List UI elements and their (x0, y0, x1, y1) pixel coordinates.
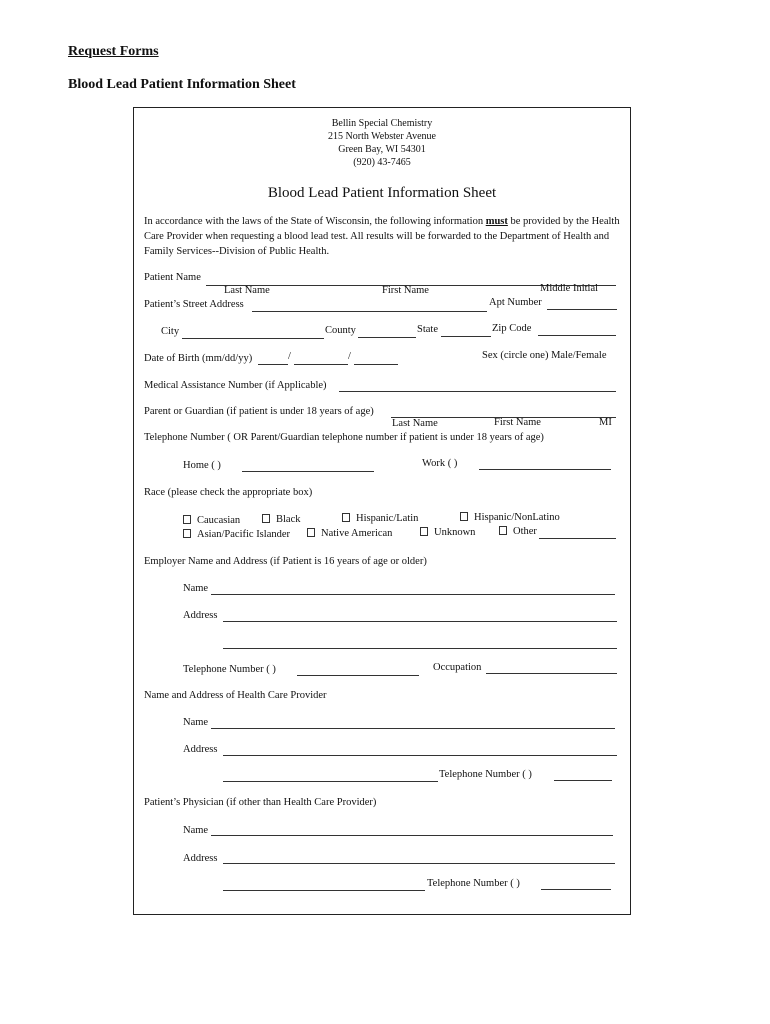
dob-sep-1: / (288, 351, 291, 362)
hcp-telephone-label: Telephone Number ( ) (439, 769, 532, 780)
street-address-label: Patient’s Street Address (144, 299, 244, 310)
checkbox-icon[interactable] (262, 514, 270, 523)
physician-label: Patient’s Physician (if other than Health Care Provider) (144, 797, 377, 808)
physician-address-field-2[interactable] (223, 890, 425, 891)
employer-address-label: Address (183, 610, 218, 621)
checkbox-icon[interactable] (183, 529, 191, 538)
race-black[interactable]: Black (262, 514, 301, 525)
parent-guardian-label: Parent or Guardian (if patient is under 18 years of age) (144, 406, 374, 417)
race-hispanic-latin[interactable]: Hispanic/Latin (342, 513, 418, 524)
lab-street: 215 North Webster Avenue (328, 131, 436, 142)
city-label: City (161, 326, 180, 337)
race-native-american[interactable]: Native American (307, 528, 392, 539)
employer-telephone-label: Telephone Number ( ) (183, 664, 276, 675)
occupation-field[interactable] (486, 673, 617, 674)
dob-label: Date of Birth (mm/dd/yy) (144, 353, 253, 364)
intro-paragraph (144, 214, 628, 259)
apt-number-field[interactable] (547, 309, 617, 310)
page-title: Blood Lead Patient Information Sheet (68, 77, 296, 92)
hcp-address-label: Address (183, 744, 218, 755)
employer-address-field-2[interactable] (223, 648, 617, 649)
physician-address-label: Address (183, 853, 218, 864)
checkbox-icon[interactable] (460, 512, 468, 521)
state-field[interactable] (441, 336, 491, 337)
intro-after: be provided by the Health Care Provider when requesting a blood lead test. All results will be forwarded to the Department of Health and Family Services--Division of Public Health. (144, 216, 620, 257)
intro-emphasis: must (485, 216, 508, 227)
telephone-note: Telephone Number ( OR Parent/Guardian telephone number if patient is under 18 years of age) (144, 432, 544, 443)
form-frame (133, 107, 631, 915)
occupation-label: Occupation (433, 662, 482, 673)
middle-initial-caption: Middle Initial (540, 283, 599, 294)
pg-first-caption: First Name (494, 417, 541, 428)
checkbox-icon[interactable] (307, 528, 315, 537)
intro-before: In accordance with the laws of the State of Wisconsin, the following information (144, 216, 486, 227)
physician-telephone-field[interactable] (541, 889, 611, 890)
employer-address-field[interactable] (223, 621, 617, 622)
city-field[interactable] (182, 338, 324, 339)
lab-phone: (920) 43-7465 (353, 157, 411, 168)
street-address-field[interactable] (252, 311, 487, 312)
hcp-address-field-2[interactable] (223, 781, 438, 782)
last-name-caption: Last Name (224, 285, 270, 296)
race-hispanic-nonlatino[interactable]: Hispanic/NonLatino (460, 512, 560, 523)
hcp-address-field[interactable] (223, 755, 617, 756)
patient-name-label: Patient Name (144, 272, 201, 283)
medical-assistance-field[interactable] (339, 391, 616, 392)
employer-name-field[interactable] (211, 594, 615, 595)
employer-name-label: Name (183, 583, 209, 594)
work-phone-field[interactable] (479, 469, 611, 470)
employer-label: Employer Name and Address (if Patient is 16 years of age or older) (144, 556, 427, 567)
form-title: Blood Lead Patient Information Sheet (267, 185, 497, 201)
physician-telephone-label: Telephone Number ( ) (427, 878, 520, 889)
zip-label: Zip Code (492, 323, 532, 334)
lab-name: Bellin Special Chemistry (331, 118, 433, 129)
lab-city: Green Bay, WI 54301 (338, 144, 426, 155)
physician-name-field[interactable] (211, 835, 613, 836)
race-asian-pacific[interactable]: Asian/Pacific Islander (183, 529, 290, 540)
dob-year-field[interactable] (354, 364, 398, 365)
sex-label[interactable]: Sex (circle one) Male/Female (482, 350, 607, 361)
checkbox-icon[interactable] (183, 515, 191, 524)
race-label: Race (please check the appropriate box) (144, 487, 313, 498)
physician-address-field[interactable] (223, 863, 615, 864)
race-other[interactable]: Other (499, 526, 537, 537)
pg-last-caption: Last Name (392, 418, 438, 429)
checkbox-icon[interactable] (420, 527, 428, 536)
physician-name-label: Name (183, 825, 209, 836)
pg-mi-caption: MI (599, 417, 612, 428)
work-phone-label: Work ( ) (422, 458, 458, 469)
hcp-name-label: Name (183, 717, 209, 728)
home-phone-label: Home ( ) (183, 460, 221, 471)
home-phone-field[interactable] (242, 471, 374, 472)
county-label: County (325, 325, 356, 336)
first-name-caption: First Name (382, 285, 429, 296)
race-unknown[interactable]: Unknown (420, 527, 475, 538)
hcp-telephone-field[interactable] (554, 780, 612, 781)
checkbox-icon[interactable] (342, 513, 350, 522)
dob-day-field[interactable] (294, 364, 348, 365)
apt-number-label: Apt Number (489, 297, 542, 308)
county-field[interactable] (358, 337, 416, 338)
dob-month-field[interactable] (258, 364, 288, 365)
state-label: State (417, 324, 438, 335)
hcp-name-field[interactable] (211, 728, 615, 729)
section-title: Request Forms (68, 44, 159, 59)
dob-sep-2: / (348, 351, 351, 362)
zip-field[interactable] (538, 335, 616, 336)
employer-telephone-field[interactable] (297, 675, 419, 676)
checkbox-icon[interactable] (499, 526, 507, 535)
race-caucasian[interactable]: Caucasian (183, 515, 240, 526)
hcp-label: Name and Address of Health Care Provider (144, 690, 327, 701)
race-other-field[interactable] (539, 538, 616, 539)
medical-assistance-label: Medical Assistance Number (if Applicable) (144, 380, 327, 391)
